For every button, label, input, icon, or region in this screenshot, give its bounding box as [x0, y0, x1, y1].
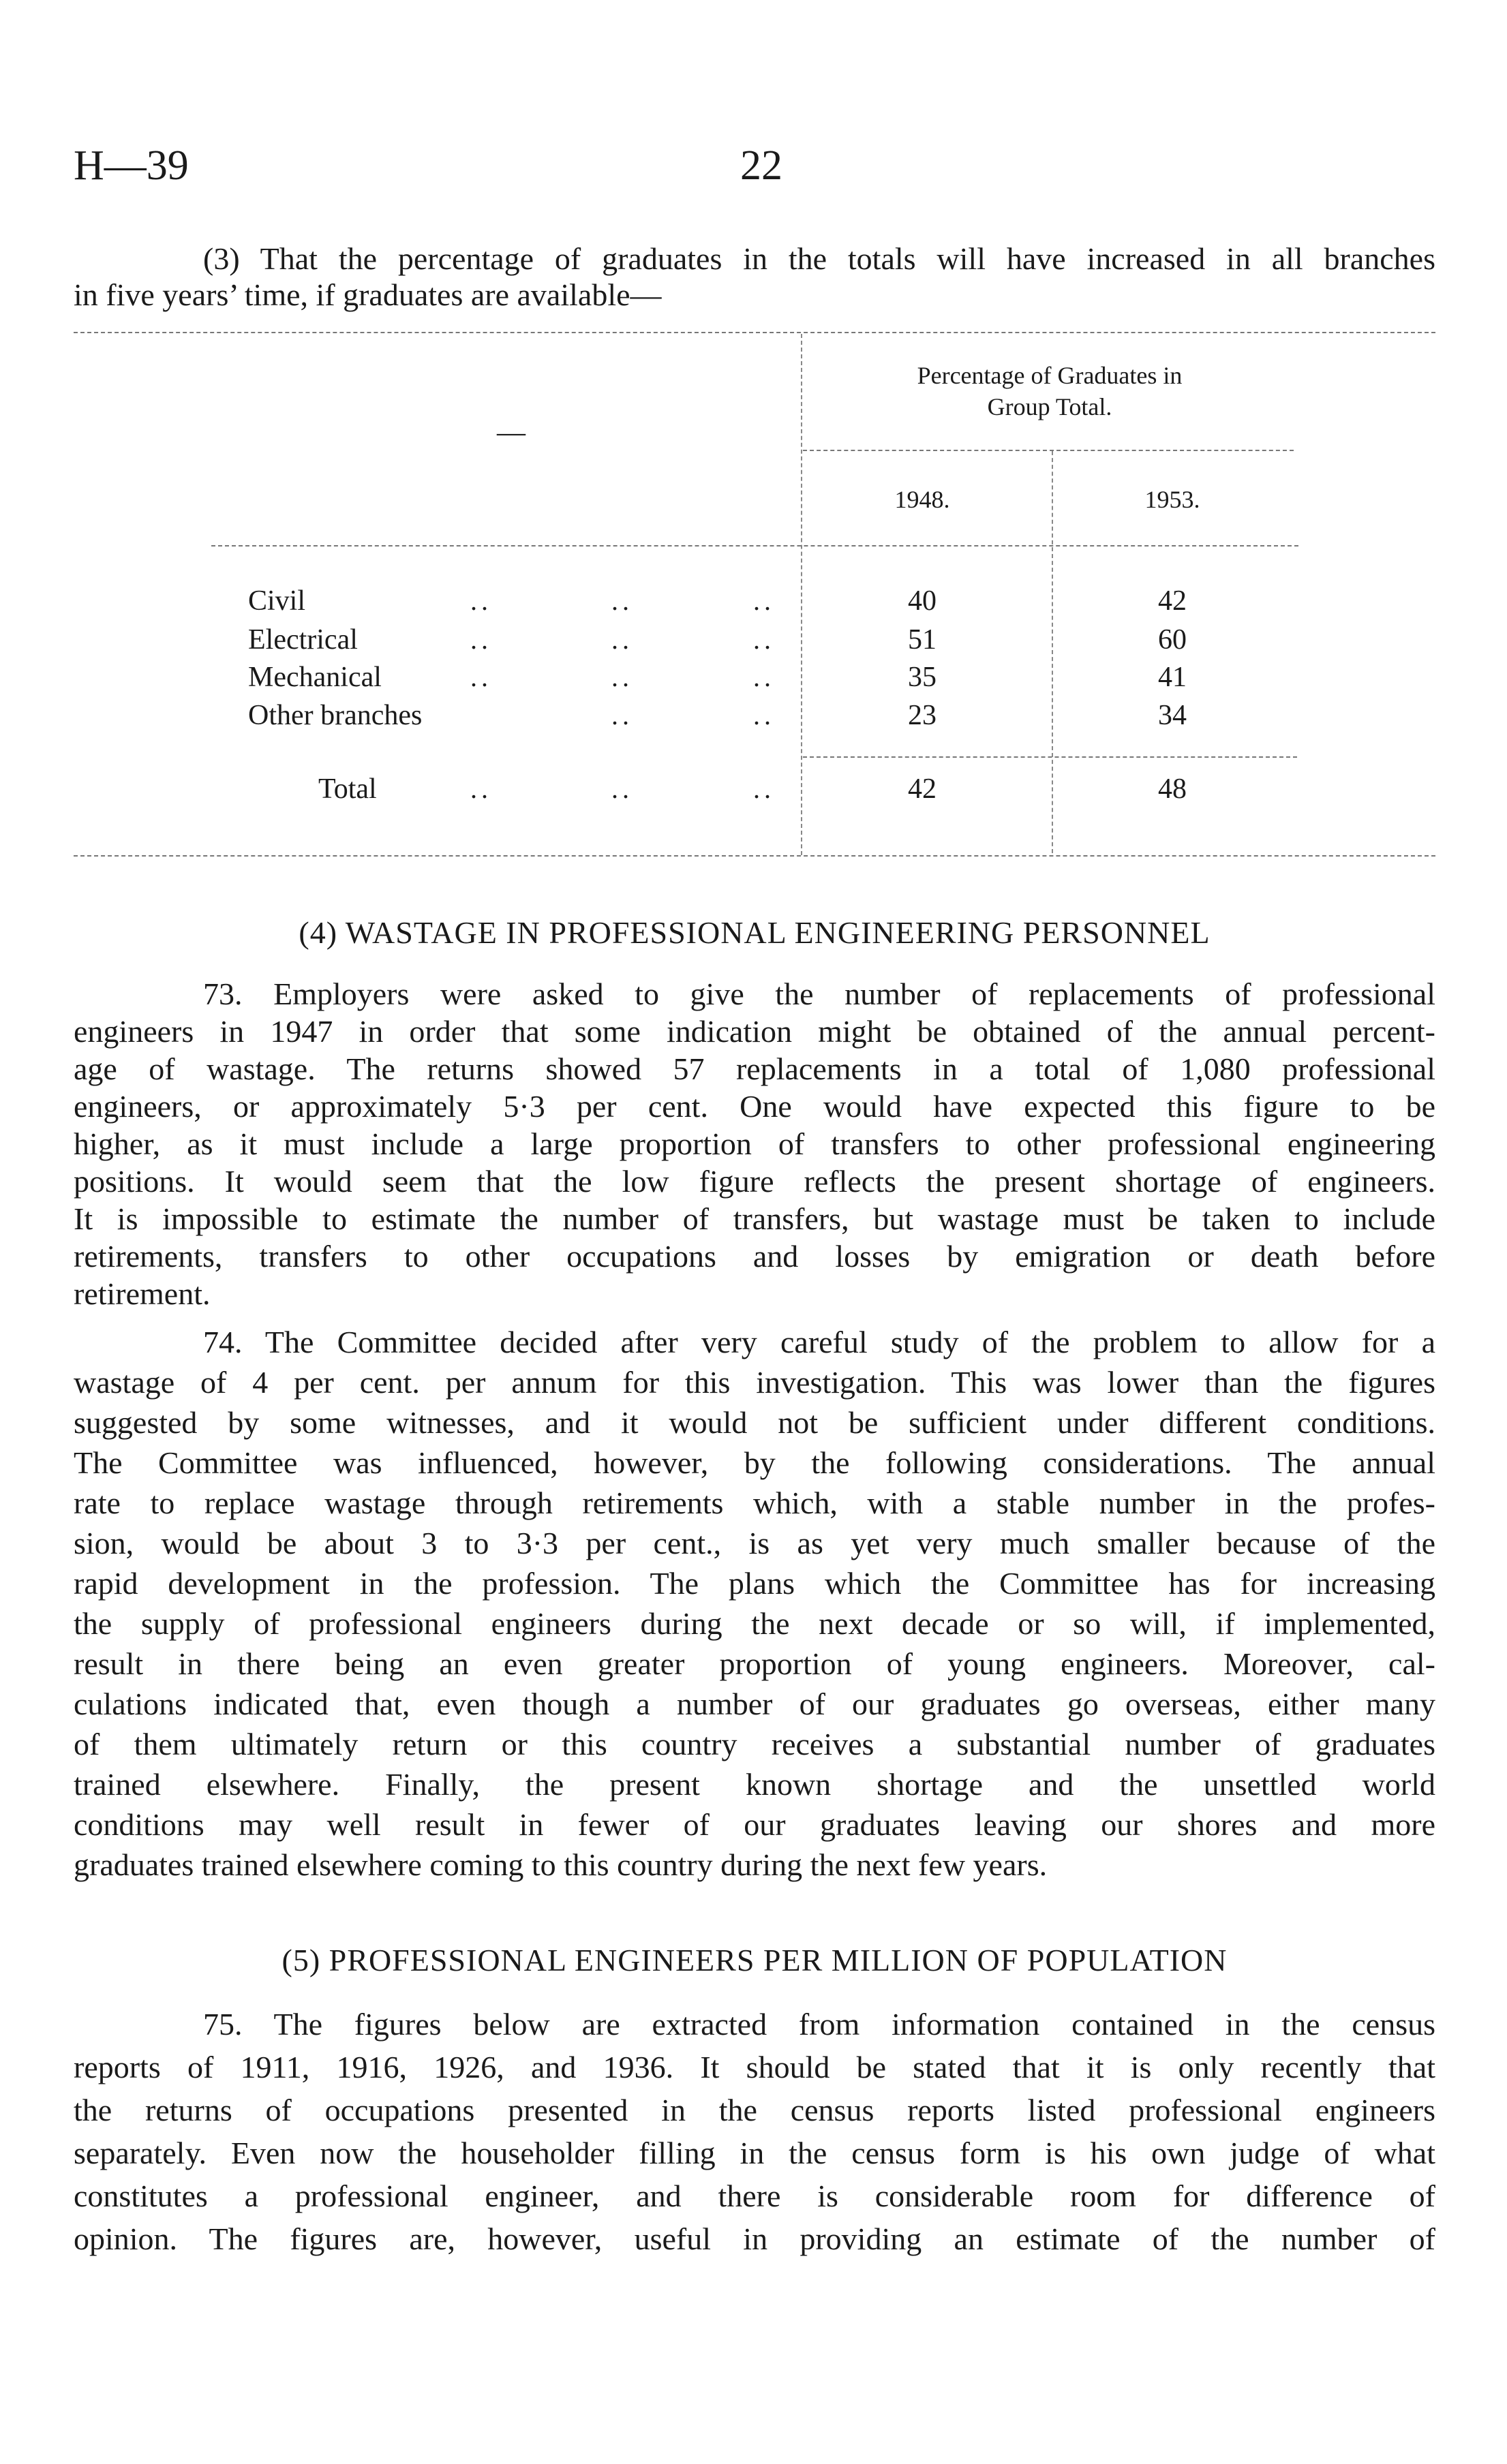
paragraph-line: the returns of occupations presented in the census reports listed professional engineers [74, 2093, 1435, 2127]
paragraph-line: of them ultimately return or this country receives a substantial number of graduates [74, 1727, 1435, 1761]
table-top-rule [74, 332, 1435, 333]
total-label: Total [318, 773, 377, 805]
paragraph-line: opinion. The figures are, however, useful in providing an estimate of the number of [74, 2221, 1435, 2256]
stub-header: — [497, 417, 526, 448]
header-bottom-rule [211, 545, 1298, 546]
value-1948: 51 [908, 624, 937, 656]
group-header-rule [803, 450, 1294, 451]
paragraph-line: positions. It would seem that the low figure reflects the present shortage of engineers. [74, 1164, 1435, 1199]
paragraph-line: trained elsewhere. Finally, the present known shortage and the unsettled world [74, 1767, 1435, 1802]
value-1948: 35 [908, 662, 937, 693]
paragraph-line: engineers, or approximately 5·3 per cent. One would have expected this figure to be [74, 1089, 1435, 1124]
paragraph-line: 75. The figures below are extracted from information contained in the census [203, 2007, 1435, 2042]
table-column-divider [1052, 451, 1053, 853]
value-1948: 23 [908, 700, 937, 731]
leader-dots: .. [611, 700, 633, 730]
paragraph-line: higher, as it must include a large proportion of transfers to other professional engineering [74, 1126, 1435, 1161]
paragraph-74 [74, 1322, 1435, 1885]
value-1953: 60 [1158, 624, 1187, 656]
group-header [804, 360, 1295, 422]
leader-dots: .. [470, 662, 492, 692]
row-label: Mechanical [248, 662, 382, 693]
leader-dots: .. [611, 662, 633, 692]
paragraph-line: constitutes a professional engineer, and there is considerable room for difference of [74, 2178, 1435, 2213]
value-1953: 42 [1158, 585, 1187, 617]
paragraph-line: age of wastage. The returns showed 57 replacements in a total of 1,080 professional [74, 1051, 1435, 1086]
leader-dots: .. [753, 662, 775, 692]
paragraph-75 [74, 2003, 1435, 2260]
leader-dots: .. [470, 773, 492, 804]
document-code: H—39 [74, 142, 189, 189]
value-1948: 40 [908, 585, 937, 617]
paragraph-line: rate to replace wastage through retirements which, with a stable number in the profes- [74, 1485, 1435, 1520]
leader-dots: .. [753, 773, 775, 804]
leader-dots: .. [753, 585, 775, 616]
leader-dots: .. [611, 585, 633, 616]
value-1953: 41 [1158, 662, 1187, 693]
total-1953: 48 [1158, 773, 1187, 805]
intro-paragraph [74, 241, 1435, 313]
paragraph-line: 74. The Committee decided after very careful study of the problem to allow for a [203, 1325, 1435, 1359]
page-number: 22 [740, 142, 782, 189]
paragraph-line: engineers in 1947 in order that some indication might be obtained of the annual percent- [74, 1014, 1435, 1049]
group-header-line: Percentage of Graduates in [917, 362, 1183, 389]
table-column-divider [801, 334, 802, 855]
paragraph-line: The Committee was influenced, however, by the following considerations. The annual [74, 1445, 1435, 1480]
total-1948: 42 [908, 773, 937, 805]
paragraph-line: in five years’ time, if graduates are available— [74, 277, 662, 312]
leader-dots: .. [611, 773, 633, 804]
paragraph-line: separately. Even now the householder filling in the census form is his own judge of what [74, 2136, 1435, 2170]
group-header-line: Group Total. [987, 393, 1112, 420]
paragraph-line: culations indicated that, even though a number of our graduates go overseas, either many [74, 1687, 1435, 1721]
leader-dots: .. [470, 624, 492, 655]
paragraph-line: conditions may well result in fewer of our graduates leaving our shores and more [74, 1807, 1435, 1842]
leader-dots: .. [470, 585, 492, 616]
paragraph-line: suggested by some witnesses, and it would not be sufficient under different conditions. [74, 1405, 1435, 1440]
table-bottom-rule [74, 855, 1435, 857]
paragraph-line: graduates trained elsewhere coming to this country during the next few years. [74, 1847, 1048, 1882]
total-rule [803, 756, 1297, 758]
paragraph-line: result in there being an even greater proportion of young engineers. Moreover, cal- [74, 1646, 1435, 1681]
row-label: Electrical [248, 624, 358, 656]
paragraph-line: rapid development in the profession. The plans which the Committee has for increasing [74, 1566, 1435, 1601]
value-1953: 34 [1158, 700, 1187, 731]
paragraph-line: 73. Employers were asked to give the number of replacements of professional [203, 976, 1435, 1011]
row-label: Civil [248, 585, 306, 617]
paragraph-line: It is impossible to estimate the number of transfers, but wastage must be taken to include [74, 1201, 1435, 1236]
paragraph-73 [74, 975, 1435, 1312]
paragraph-line: retirement. [74, 1276, 211, 1311]
leader-dots: .. [753, 700, 775, 730]
section-heading-wastage: (4) WASTAGE IN PROFESSIONAL ENGINEERING PERSONNEL [299, 915, 1211, 950]
column-header-1953: 1953. [1144, 486, 1200, 513]
paragraph-line: reports of 1911, 1916, 1926, and 1936. It should be stated that it is only recently that [74, 2050, 1435, 2084]
paragraph-line: wastage of 4 per cent. per annum for this investigation. This was lower than the figures [74, 1365, 1435, 1400]
leader-dots: .. [753, 624, 775, 655]
section-heading-engineers-per-million: (5) PROFESSIONAL ENGINEERS PER MILLION OF POPULATION [281, 1943, 1228, 1977]
paragraph-line: the supply of professional engineers during the next decade or so will, if implemented, [74, 1606, 1435, 1641]
column-header-1948: 1948. [894, 486, 950, 513]
paragraph-line: sion, would be about 3 to 3·3 per cent., is as yet very much smaller because of the [74, 1526, 1435, 1560]
paragraph-line: retirements, transfers to other occupations and losses by emigration or death before [74, 1239, 1435, 1274]
row-label: Other branches [248, 700, 423, 731]
paragraph-line: (3) That the percentage of graduates in the totals will have increased in all branches [203, 241, 1435, 276]
leader-dots: .. [611, 624, 633, 655]
